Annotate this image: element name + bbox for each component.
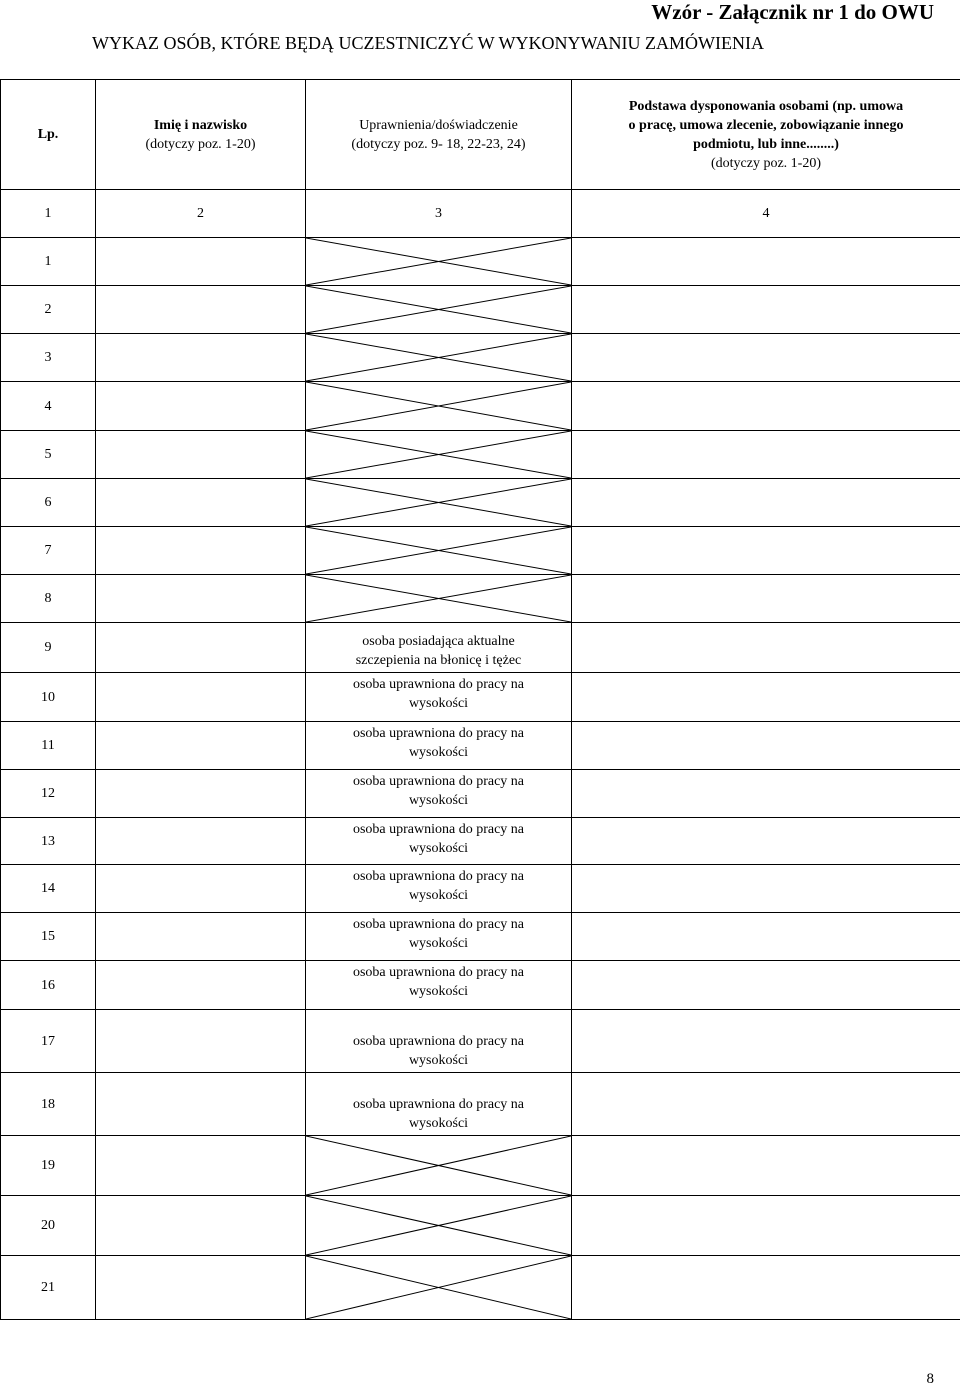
name-cell[interactable]	[96, 770, 306, 818]
cross-out-mark	[306, 382, 571, 430]
table-row	[1, 913, 960, 961]
cross-out-mark	[306, 1256, 571, 1319]
basis-cell[interactable]	[572, 1073, 960, 1136]
qualification-line-2: wysokości	[408, 696, 469, 711]
row-number: 7	[1, 527, 96, 575]
basis-cell[interactable]	[572, 575, 960, 623]
col-header-qualifications	[306, 80, 572, 190]
qualification-line-1: osoba uprawniona do pracy na	[352, 774, 525, 789]
row-number: 14	[1, 865, 96, 913]
qualification-line-2: wysokości	[408, 936, 469, 951]
qualification-line-1: osoba uprawniona do pracy na	[352, 869, 525, 884]
name-cell[interactable]	[96, 961, 306, 1010]
table-row	[1, 1010, 960, 1073]
row-number: 3	[1, 334, 96, 382]
qualification-cell	[306, 865, 572, 913]
qualification-cell	[306, 913, 572, 961]
qualification-cell	[306, 575, 572, 623]
qualification-line-2: wysokości	[408, 745, 469, 760]
col-header-qual-line2: (dotyczy poz. 9- 18, 22-23, 24)	[351, 136, 526, 152]
table-row	[1, 527, 960, 575]
row-number: 9	[1, 623, 96, 673]
document-title: WYKAZ OSÓB, KTÓRE BĘDĄ UCZESTNICZYĆ W WYKONYWANIU ZAMÓWIENIA	[92, 33, 764, 53]
row-number: 16	[1, 961, 96, 1010]
col-header-qual-line1: Uprawnienia/doświadczenie	[359, 117, 518, 133]
cross-out-mark	[306, 575, 571, 622]
row-number: 21	[1, 1256, 96, 1320]
table-row	[1, 818, 960, 865]
qualification-line-1: osoba uprawniona do pracy na	[352, 1034, 525, 1049]
basis-cell[interactable]	[572, 673, 960, 722]
basis-cell[interactable]	[572, 865, 960, 913]
basis-cell[interactable]	[572, 1256, 960, 1320]
column-number-4: 4	[572, 190, 960, 238]
name-cell[interactable]	[96, 1196, 306, 1256]
basis-cell[interactable]	[572, 623, 960, 673]
qualification-cell	[306, 286, 572, 334]
table-row	[1, 623, 960, 673]
qualification-line-2: wysokości	[408, 984, 469, 999]
qualification-cell	[306, 673, 572, 722]
col-header-basis-line3: podmiotu, lub inne........)	[693, 136, 839, 152]
basis-cell[interactable]	[572, 1136, 960, 1196]
name-cell[interactable]	[96, 286, 306, 334]
table-row	[1, 286, 960, 334]
row-number: 2	[1, 286, 96, 334]
table-row	[1, 1136, 960, 1196]
row-number: 13	[1, 818, 96, 865]
qualification-line-1: osoba uprawniona do pracy na	[352, 1097, 525, 1112]
name-cell[interactable]	[96, 1136, 306, 1196]
name-cell[interactable]	[96, 865, 306, 913]
basis-cell[interactable]	[572, 431, 960, 479]
row-number: 20	[1, 1196, 96, 1256]
cross-out-mark	[306, 1136, 571, 1195]
qualification-cell	[306, 238, 572, 286]
col-header-basis-line2: o pracę, umowa zlecenie, zobowiązanie innego	[628, 117, 904, 133]
name-cell[interactable]	[96, 382, 306, 431]
name-cell[interactable]	[96, 913, 306, 961]
basis-cell[interactable]	[572, 527, 960, 575]
basis-cell[interactable]	[572, 1196, 960, 1256]
col-header-name-line1: Imię i nazwisko	[153, 117, 248, 133]
col-header-name-line2: (dotyczy poz. 1-20)	[145, 136, 256, 152]
qualification-cell	[306, 1256, 572, 1320]
qualification-line-2: szczepienia na błonicę i tężec	[355, 653, 522, 668]
row-number: 1	[1, 238, 96, 286]
qualification-line-2: wysokości	[408, 1116, 469, 1131]
header-row	[1, 80, 960, 190]
basis-cell[interactable]	[572, 961, 960, 1010]
table-row	[1, 382, 960, 431]
cross-out-mark	[306, 1196, 571, 1255]
table-row	[1, 575, 960, 623]
page-number: 8	[926, 1371, 934, 1387]
name-cell[interactable]	[96, 623, 306, 673]
column-number-1: 1	[1, 190, 96, 238]
row-number: 8	[1, 575, 96, 623]
qualification-cell	[306, 1010, 572, 1073]
basis-cell[interactable]	[572, 238, 960, 286]
name-cell[interactable]	[96, 1073, 306, 1136]
name-cell[interactable]	[96, 431, 306, 479]
qualification-line-1: osoba posiadająca aktualne	[362, 634, 515, 649]
row-number: 18	[1, 1073, 96, 1136]
table-row	[1, 865, 960, 913]
name-cell[interactable]	[96, 722, 306, 770]
qualification-line-2: wysokości	[408, 1053, 469, 1068]
qualification-cell	[306, 1136, 572, 1196]
cross-out-mark	[306, 479, 571, 526]
qualification-line-2: wysokości	[408, 841, 469, 856]
basis-cell[interactable]	[572, 818, 960, 865]
qualification-line-1: osoba uprawniona do pracy na	[352, 917, 525, 932]
table-row	[1, 770, 960, 818]
qualification-line-1: osoba uprawniona do pracy na	[352, 822, 525, 837]
row-number: 17	[1, 1010, 96, 1073]
name-cell[interactable]	[96, 1010, 306, 1073]
column-number-3: 3	[306, 190, 572, 238]
cross-out-mark	[306, 431, 571, 478]
cross-out-mark	[306, 238, 571, 285]
table-row	[1, 1196, 960, 1256]
basis-cell[interactable]	[572, 770, 960, 818]
attachment-title: Wzór - Załącznik nr 1 do OWU	[651, 0, 934, 24]
table-row	[1, 1256, 960, 1320]
qualification-cell	[306, 382, 572, 431]
name-cell[interactable]	[96, 527, 306, 575]
qualification-cell	[306, 1073, 572, 1136]
row-number: 10	[1, 673, 96, 722]
table-row	[1, 479, 960, 527]
row-number: 11	[1, 722, 96, 770]
row-number: 15	[1, 913, 96, 961]
qualification-cell	[306, 623, 572, 673]
col-header-basis	[572, 80, 960, 190]
cross-out-mark	[306, 286, 571, 333]
basis-cell[interactable]	[572, 913, 960, 961]
table-row	[1, 1073, 960, 1136]
qualification-line-2: wysokości	[408, 888, 469, 903]
name-cell[interactable]	[96, 238, 306, 286]
table-row	[1, 961, 960, 1010]
table-row	[1, 431, 960, 479]
basis-cell[interactable]	[572, 1010, 960, 1073]
qualification-line-1: osoba uprawniona do pracy na	[352, 726, 525, 741]
col-header-basis-line4: (dotyczy poz. 1-20)	[710, 155, 822, 171]
qualification-cell	[306, 334, 572, 382]
name-cell[interactable]	[96, 1256, 306, 1320]
qualification-cell	[306, 818, 572, 865]
name-cell[interactable]	[96, 479, 306, 527]
col-header-lp: Lp.	[1, 80, 96, 190]
cross-out-mark	[306, 527, 571, 574]
qualification-line-1: osoba uprawniona do pracy na	[352, 677, 525, 692]
basis-cell[interactable]	[572, 382, 960, 431]
table-row	[1, 334, 960, 382]
col-header-basis-line1: Podstawa dysponowania osobami (np. umowa	[628, 98, 904, 114]
qualification-cell	[306, 722, 572, 770]
column-number-2: 2	[96, 190, 306, 238]
basis-cell[interactable]	[572, 286, 960, 334]
name-cell[interactable]	[96, 575, 306, 623]
qualification-cell	[306, 527, 572, 575]
persons-table	[0, 79, 960, 1320]
qualification-cell	[306, 1196, 572, 1256]
name-cell[interactable]	[96, 334, 306, 382]
name-cell[interactable]	[96, 673, 306, 722]
row-number: 12	[1, 770, 96, 818]
qualification-line-2: wysokości	[408, 793, 469, 808]
row-number: 19	[1, 1136, 96, 1196]
row-number: 6	[1, 479, 96, 527]
qualification-line-1: osoba uprawniona do pracy na	[352, 965, 525, 980]
qualification-cell	[306, 479, 572, 527]
basis-cell[interactable]	[572, 334, 960, 382]
qualification-cell	[306, 431, 572, 479]
col-header-name	[96, 80, 306, 190]
basis-cell[interactable]	[572, 722, 960, 770]
table-row	[1, 673, 960, 722]
table-row	[1, 238, 960, 286]
name-cell[interactable]	[96, 818, 306, 865]
cross-out-mark	[306, 334, 571, 381]
qualification-cell	[306, 961, 572, 1010]
column-number-row	[1, 190, 960, 238]
table-row	[1, 722, 960, 770]
row-number: 5	[1, 431, 96, 479]
basis-cell[interactable]	[572, 479, 960, 527]
qualification-cell	[306, 770, 572, 818]
row-number: 4	[1, 382, 96, 431]
